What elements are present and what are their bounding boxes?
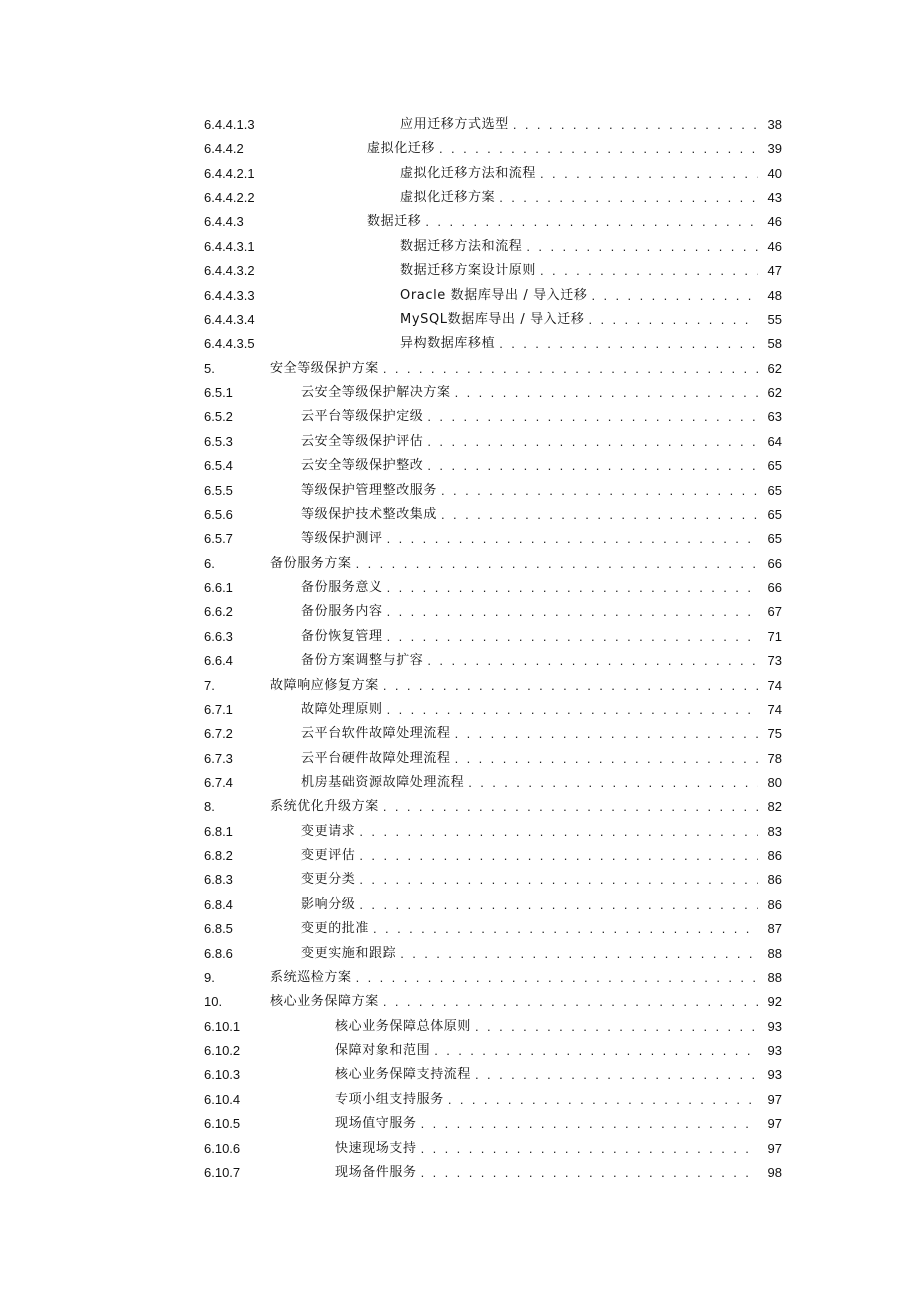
toc-entry[interactable] — [0, 748, 920, 770]
toc-entry-number: 6.7.3 — [204, 750, 233, 766]
toc-entry-title: 备份服务方案 — [270, 555, 352, 571]
toc-entry[interactable] — [0, 1138, 920, 1160]
dot-leader — [439, 138, 782, 160]
toc-entry-number: 6.4.4.3.5 — [204, 336, 255, 352]
toc-entry-leader — [335, 1113, 782, 1135]
toc-entry-leader — [301, 845, 782, 867]
dot-leader — [387, 626, 782, 648]
toc-entry-page-number: 65 — [758, 528, 782, 550]
toc-entry-number: 6.5.1 — [204, 385, 233, 401]
toc-entry[interactable] — [0, 211, 920, 233]
toc-entry[interactable] — [0, 601, 920, 623]
toc-entry-title: 数据迁移方法和流程 — [400, 238, 523, 254]
dot-leader — [441, 480, 782, 502]
toc-entry-page-number: 62 — [758, 358, 782, 380]
toc-entry-leader — [270, 553, 782, 575]
toc-entry-page-number: 62 — [758, 382, 782, 404]
dot-leader — [387, 577, 782, 599]
toc-entry-number: 6.4.4.3 — [204, 214, 244, 230]
toc-entry-leader — [270, 675, 782, 697]
toc-entry-title: 故障响应修复方案 — [270, 677, 379, 693]
toc-entry-title: 备份服务意义 — [301, 580, 383, 596]
toc-entry-leader — [400, 236, 782, 258]
toc-entry-title: 数据迁移 — [367, 214, 422, 230]
toc-entry-number: 6.5.2 — [204, 409, 233, 425]
dot-leader — [540, 163, 782, 185]
toc-entry[interactable] — [0, 236, 920, 258]
toc-entry-number: 6.10.3 — [204, 1067, 241, 1083]
toc-entry-title: 故障处理原则 — [301, 701, 383, 717]
toc-entry-page-number: 92 — [758, 991, 782, 1013]
toc-entry-leader — [367, 138, 782, 160]
dot-leader — [455, 382, 782, 404]
dot-leader — [421, 1138, 782, 1160]
toc-entry[interactable] — [0, 1162, 920, 1184]
toc-entry-number: 6.4.4.3.2 — [204, 263, 255, 279]
toc-entry-title: 备份方案调整与扩容 — [301, 653, 424, 669]
toc-entry-leader — [301, 869, 782, 891]
toc-entry-number: 6.4.4.3.1 — [204, 238, 255, 254]
toc-entry-leader — [335, 1138, 782, 1160]
toc-entry-number: 10. — [204, 994, 223, 1010]
toc-entry-title: Oracle 数据库导出 / 导入迁移 — [400, 287, 588, 303]
dot-leader — [455, 748, 782, 770]
toc-entry-page-number: 67 — [758, 601, 782, 623]
toc-entry-page-number: 74 — [758, 675, 782, 697]
toc-entry-leader — [301, 626, 782, 648]
dot-leader — [373, 918, 782, 940]
dot-leader — [448, 1089, 782, 1111]
dot-leader — [400, 943, 782, 965]
toc-entry-title: 现场备件服务 — [335, 1164, 417, 1180]
toc-entry-number: 6.6.4 — [204, 653, 233, 669]
toc-entry[interactable] — [0, 431, 920, 453]
toc-entry[interactable] — [0, 577, 920, 599]
toc-entry-title: 应用迁移方式选型 — [400, 117, 509, 132]
toc-entry-number: 6.10.2 — [204, 1043, 241, 1059]
toc-entry-page-number: 87 — [758, 918, 782, 940]
toc-entry-leader — [301, 601, 782, 623]
toc-entry-page-number: 83 — [758, 821, 782, 843]
toc-entry-title: 现场值守服务 — [335, 1116, 417, 1132]
toc-entry-number: 6.4.4.2.2 — [204, 190, 255, 206]
toc-entry-page-number: 65 — [758, 480, 782, 502]
toc-entry-title: 虚拟化迁移方法和流程 — [400, 165, 537, 181]
toc-entry[interactable] — [0, 626, 920, 648]
toc-entry-title: 变更请求 — [301, 823, 356, 839]
toc-entry-leader — [301, 748, 782, 770]
toc-entry-title: 异构数据库移植 — [400, 336, 496, 352]
toc-entry[interactable] — [0, 675, 920, 697]
toc-entry-number: 6.10.1 — [204, 1018, 241, 1034]
toc-entry-title: 系统巡检方案 — [270, 969, 352, 985]
toc-entry-number: 6.7.1 — [204, 701, 233, 717]
toc-entry[interactable] — [0, 772, 920, 794]
toc-entry[interactable] — [0, 869, 920, 891]
toc-entry-title: 机房基础资源故障处理流程 — [301, 774, 465, 790]
toc-entry-leader — [301, 943, 782, 965]
toc-entry[interactable] — [0, 382, 920, 404]
dot-leader — [540, 260, 782, 282]
toc-entry[interactable] — [0, 723, 920, 745]
toc-entry-leader — [301, 406, 782, 428]
toc-entry[interactable] — [0, 796, 920, 818]
toc-entry-leader — [301, 431, 782, 453]
toc-entry[interactable] — [0, 1040, 920, 1062]
toc-entry-title: 快速现场支持 — [335, 1140, 417, 1156]
toc-entry-title: 等级保护技术整改集成 — [301, 506, 438, 522]
toc-entry-leader — [270, 796, 782, 818]
dot-leader — [499, 187, 782, 209]
toc-entry-leader — [301, 382, 782, 404]
dot-leader — [427, 431, 782, 453]
dot-leader — [499, 333, 782, 355]
toc-entry-page-number: 88 — [758, 967, 782, 989]
toc-entry-number: 6.4.4.2.1 — [204, 165, 255, 181]
toc-entry[interactable] — [0, 553, 920, 575]
toc-entry-page-number: 58 — [758, 333, 782, 355]
dot-leader — [526, 236, 782, 258]
toc-entry-number: 6.5.7 — [204, 531, 233, 547]
toc-entry-leader — [335, 1040, 782, 1062]
dot-leader — [434, 1040, 782, 1062]
dot-leader — [359, 845, 782, 867]
toc-entry[interactable] — [0, 163, 920, 185]
toc-entry-page-number: 93 — [758, 1016, 782, 1038]
toc-entry-leader — [301, 699, 782, 721]
toc-entry-title: MySQL数据库导出 / 导入迁移 — [400, 311, 585, 327]
toc-entry-title: 变更实施和跟踪 — [301, 945, 397, 961]
toc-entry-page-number: 82 — [758, 796, 782, 818]
toc-entry-leader — [270, 967, 782, 989]
toc-entry-number: 6.7.4 — [204, 774, 233, 790]
toc-entry-page-number: 74 — [758, 699, 782, 721]
toc-entry-number: 9. — [204, 969, 215, 985]
toc-entry-title: 核心业务保障总体原则 — [335, 1018, 472, 1034]
toc-entry-page-number: 63 — [758, 406, 782, 428]
toc-entry-title: 云安全等级保护评估 — [301, 433, 424, 449]
toc-entry-number: 6.10.4 — [204, 1091, 241, 1107]
toc-entry-page-number: 97 — [758, 1113, 782, 1135]
toc-entry[interactable] — [0, 1113, 920, 1135]
toc-entry[interactable] — [0, 480, 920, 502]
toc-entry[interactable] — [0, 699, 920, 721]
toc-entry-leader — [270, 991, 782, 1013]
toc-entry-leader — [301, 894, 782, 916]
toc-entry-number: 6.6.2 — [204, 604, 233, 620]
dot-leader — [383, 358, 782, 380]
toc-entry-leader — [301, 455, 782, 477]
toc-entry-leader — [335, 1162, 782, 1184]
toc-entry-page-number: 80 — [758, 772, 782, 794]
toc-entry[interactable] — [0, 894, 920, 916]
dot-leader — [356, 967, 782, 989]
toc-entry-number: 6. — [204, 555, 215, 571]
toc-entry-page-number: 65 — [758, 455, 782, 477]
toc-entry-title: 云平台等级保护定级 — [301, 409, 424, 425]
toc-entry-number: 6.6.1 — [204, 580, 233, 596]
toc-entry-leader — [400, 309, 782, 331]
toc-entry-number: 6.4.4.1.3 — [204, 117, 255, 132]
toc-entry-leader — [301, 504, 782, 526]
toc-entry-number: 6.5.3 — [204, 433, 233, 449]
toc-entry-leader — [335, 1016, 782, 1038]
toc-entry-page-number: 40 — [758, 163, 782, 185]
toc-entry-number: 6.5.6 — [204, 506, 233, 522]
toc-entry-page-number: 86 — [758, 869, 782, 891]
toc-entry-title: 变更的批准 — [301, 921, 370, 937]
toc-entry[interactable] — [0, 918, 920, 940]
toc-entry-number: 5. — [204, 360, 215, 376]
toc-entry[interactable] — [0, 943, 920, 965]
toc-entry[interactable] — [0, 114, 920, 136]
toc-entry-title: 虚拟化迁移 — [367, 141, 436, 157]
dot-leader — [513, 114, 782, 136]
toc-entry-title: 变更评估 — [301, 848, 356, 864]
toc-entry-page-number: 55 — [758, 309, 782, 331]
dot-leader — [427, 455, 782, 477]
toc-entry-leader — [301, 821, 782, 843]
toc-entry[interactable] — [0, 1064, 920, 1086]
toc-entry[interactable] — [0, 309, 920, 331]
toc-entry-number: 6.5.5 — [204, 482, 233, 498]
toc-entry-leader — [400, 114, 782, 136]
toc-entry-title: 云安全等级保护整改 — [301, 458, 424, 474]
toc-entry-number: 6.10.7 — [204, 1164, 241, 1180]
toc-entry-title: 云安全等级保护解决方案 — [301, 385, 451, 401]
toc-entry-title: 核心业务保障方案 — [270, 994, 379, 1010]
toc-entry-page-number: 75 — [758, 723, 782, 745]
toc-entry[interactable] — [0, 991, 920, 1013]
dot-leader — [427, 406, 782, 428]
toc-entry-number: 6.4.4.2 — [204, 141, 244, 157]
toc-entry-leader — [301, 650, 782, 672]
toc-entry-title: 保障对象和范围 — [335, 1043, 431, 1059]
toc-entry-title: 变更分类 — [301, 872, 356, 888]
toc-entry[interactable] — [0, 821, 920, 843]
toc-entry-number: 8. — [204, 799, 215, 815]
toc-entry[interactable] — [0, 333, 920, 355]
toc-entry-page-number: 86 — [758, 894, 782, 916]
toc-entry-page-number: 65 — [758, 504, 782, 526]
toc-entry-title: 备份恢复管理 — [301, 628, 383, 644]
dot-leader — [359, 821, 782, 843]
toc-entry-page-number: 73 — [758, 650, 782, 672]
toc-entry-page-number: 66 — [758, 577, 782, 599]
toc-entry-page-number: 46 — [758, 211, 782, 233]
toc-entry-page-number: 48 — [758, 285, 782, 307]
toc-entry-page-number: 71 — [758, 626, 782, 648]
toc-entry-number: 6.10.6 — [204, 1140, 241, 1156]
toc-entry-page-number: 86 — [758, 845, 782, 867]
toc-entry[interactable] — [0, 967, 920, 989]
toc-entry[interactable] — [0, 187, 920, 209]
toc-entry-leader — [301, 918, 782, 940]
toc-entry-title: 影响分级 — [301, 896, 356, 912]
toc-entry-page-number: 38 — [758, 114, 782, 136]
toc-entry-number: 6.8.1 — [204, 823, 233, 839]
toc-entry-number: 6.8.6 — [204, 945, 233, 961]
dot-leader — [425, 211, 782, 233]
toc-entry-title: 核心业务保障支持流程 — [335, 1067, 472, 1083]
toc-entry-leader — [367, 211, 782, 233]
toc-entry-leader — [301, 528, 782, 550]
toc-entry-number: 6.5.4 — [204, 458, 233, 474]
toc-entry-page-number: 97 — [758, 1138, 782, 1160]
toc-entry[interactable] — [0, 1089, 920, 1111]
dot-leader — [421, 1113, 782, 1135]
toc-entry-leader — [301, 577, 782, 599]
toc-entry-leader — [335, 1064, 782, 1086]
toc-entry-title: 安全等级保护方案 — [270, 360, 379, 376]
toc-entry[interactable] — [0, 285, 920, 307]
toc-entry-page-number: 98 — [758, 1162, 782, 1184]
toc-entry-title: 专项小组支持服务 — [335, 1091, 444, 1107]
toc-entry-title: 等级保护测评 — [301, 531, 383, 547]
dot-leader — [468, 772, 782, 794]
toc-entry-title: 虚拟化迁移方案 — [400, 190, 496, 206]
toc-entry[interactable] — [0, 845, 920, 867]
toc-entry-number: 6.8.5 — [204, 921, 233, 937]
toc-entry-page-number: 93 — [758, 1064, 782, 1086]
toc-entry-number: 6.6.3 — [204, 628, 233, 644]
toc-entry-number: 6.4.4.3.4 — [204, 311, 255, 327]
toc-entry-page-number: 47 — [758, 260, 782, 282]
toc-entry-number: 6.8.3 — [204, 872, 233, 888]
toc-entry-page-number: 88 — [758, 943, 782, 965]
toc-entry-leader — [400, 187, 782, 209]
toc-entry-number: 6.4.4.3.3 — [204, 287, 255, 303]
toc-entry-title: 云平台硬件故障处理流程 — [301, 750, 451, 766]
toc-entry-title: 备份服务内容 — [301, 604, 383, 620]
toc-entry-page-number: 39 — [758, 138, 782, 160]
dot-leader — [383, 675, 782, 697]
toc-entry[interactable] — [0, 504, 920, 526]
toc-entry-number: 6.7.2 — [204, 726, 233, 742]
dot-leader — [427, 650, 782, 672]
toc-entry-page-number: 78 — [758, 748, 782, 770]
toc-entry-page-number: 66 — [758, 553, 782, 575]
toc-entry[interactable] — [0, 650, 920, 672]
toc-entry-leader — [270, 358, 782, 380]
toc-entry-title: 云平台软件故障处理流程 — [301, 726, 451, 742]
toc-entry-number: 7. — [204, 677, 215, 693]
toc-entry-page-number: 46 — [758, 236, 782, 258]
dot-leader — [421, 1162, 782, 1184]
toc-entry-title: 等级保护管理整改服务 — [301, 482, 438, 498]
toc-entry-number: 6.8.4 — [204, 896, 233, 912]
toc-entry[interactable] — [0, 138, 920, 160]
toc-entry[interactable] — [0, 455, 920, 477]
dot-leader — [475, 1064, 782, 1086]
toc-entry-title: 系统优化升级方案 — [270, 799, 379, 815]
toc-entry[interactable] — [0, 260, 920, 282]
dot-leader — [383, 991, 782, 1013]
dot-leader — [387, 528, 782, 550]
dot-leader — [475, 1016, 782, 1038]
dot-leader — [441, 504, 782, 526]
toc-entry-leader — [301, 480, 782, 502]
toc-entry-number: 6.8.2 — [204, 848, 233, 864]
toc-entry[interactable] — [0, 1016, 920, 1038]
dot-leader — [359, 894, 782, 916]
toc-entry-title: 数据迁移方案设计原则 — [400, 263, 537, 279]
dot-leader — [591, 285, 782, 307]
toc-entry-page-number: 97 — [758, 1089, 782, 1111]
toc-entry-number: 6.10.5 — [204, 1116, 241, 1132]
toc-entry-leader — [335, 1089, 782, 1111]
dot-leader — [387, 699, 782, 721]
toc-entry-page-number: 43 — [758, 187, 782, 209]
toc-entry-page-number: 93 — [758, 1040, 782, 1062]
toc-entry[interactable] — [0, 528, 920, 550]
toc-entry-leader — [400, 333, 782, 355]
toc-entry-leader — [301, 723, 782, 745]
toc-entry[interactable] — [0, 358, 920, 380]
toc-entry-page-number: 64 — [758, 431, 782, 453]
toc-entry-leader — [400, 163, 782, 185]
toc-entry-leader — [400, 260, 782, 282]
dot-leader — [387, 601, 782, 623]
dot-leader — [383, 796, 782, 818]
dot-leader — [359, 869, 782, 891]
dot-leader — [455, 723, 782, 745]
toc-entry[interactable] — [0, 406, 920, 428]
toc-entry-leader — [301, 772, 782, 794]
dot-leader — [356, 553, 782, 575]
toc-entry-leader — [400, 285, 782, 307]
dot-leader — [588, 309, 782, 331]
